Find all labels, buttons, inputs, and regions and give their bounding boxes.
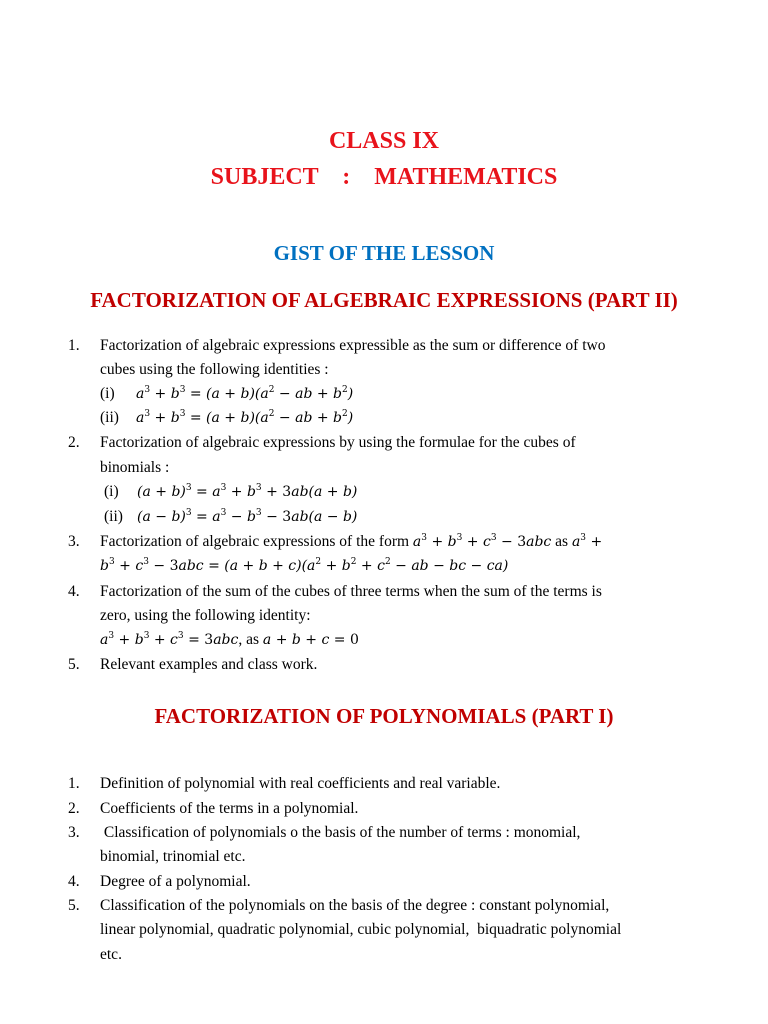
formula: $a^3 + b^3 + c^3 = 3abc$ (100, 631, 239, 648)
item-text: Classification of the polynomials on the basis of the degree : constant polynomial, (100, 897, 610, 914)
item-text: etc. (100, 946, 122, 963)
item-text: Definition of polynomial with real coefficients and real variable. (100, 775, 501, 792)
item-number: 3. (68, 533, 80, 550)
class-heading: CLASS IX (328, 128, 440, 154)
identity-formula: $(a + b)^3 = a^3 + b^3 + 3ab(a + b)$ (137, 483, 358, 500)
item-text (100, 532, 602, 552)
section1-title: FACTORIZATION OF ALGEBRAIC EXPRESSIONS (PART II) (90, 288, 678, 312)
gist-heading: GIST OF THE LESSON (273, 241, 495, 265)
subject-heading: SUBJECT : MATHEMATICS (210, 164, 558, 190)
item-number: 4. (68, 873, 80, 890)
formula: $a^3 + b^3 + c^3 - 3abc$ (412, 533, 552, 550)
item-number: 5. (68, 897, 80, 914)
identity-formula: $a^3 + b^3 = (a + b)(a^2$ − ab + $b^2$) (136, 409, 354, 426)
sub-item-label: (ii) (100, 409, 119, 426)
item-number: 2. (68, 434, 80, 451)
item-number: 5. (68, 656, 80, 673)
item-text: binomials : (100, 459, 170, 476)
identity-formula: $a^3 + b^3 = (a + b)(a^2$ − ab + $b^2$) (136, 385, 354, 402)
item-text: Factorization of the sum of the cubes of three terms when the sum of the terms is (100, 583, 602, 600)
item-text-part: Factorization of algebraic expressions of the form (100, 533, 410, 550)
item-text-part: , as (238, 631, 260, 648)
item-text-part: as (555, 533, 569, 550)
item-text: Relevant examples and class work. (100, 656, 318, 673)
section2-title: FACTORIZATION OF POLYNOMIALS (PART I) (154, 704, 614, 728)
item-number: 3. (68, 824, 80, 841)
item-text: binomial, trinomial etc. (100, 848, 246, 865)
item-number: 1. (68, 775, 80, 792)
sub-item-label: (i) (100, 385, 115, 402)
identity-formula: $b^3 + c^3 - 3abc = (a + b + c)(a^2 + b^2 + c^2$ − ab − bc − ca) (100, 557, 509, 574)
item-number: 1. (68, 337, 80, 354)
formula: a + b + c = 0 (262, 632, 359, 648)
item-text: Classification of polynomials o the basis of the number of terms : monomial, (100, 824, 581, 841)
formula: $a^3$ + (571, 533, 603, 550)
item-text: linear polynomial, quadratic polynomial, cubic polynomial, biquadratic polynomial (100, 921, 622, 938)
item-text: Factorization of algebraic expressions expressible as the sum or difference of two (100, 337, 606, 354)
item-text: zero, using the following identity: (100, 607, 311, 624)
item-number: 4. (68, 583, 80, 600)
item-text: Coefficients of the terms in a polynomial. (100, 800, 359, 817)
item-text: cubes using the following identities : (100, 361, 329, 378)
item-number: 2. (68, 800, 80, 817)
item-text: Factorization of algebraic expressions by using the formulae for the cubes of (100, 434, 576, 451)
sub-item-label: (i) (104, 483, 119, 500)
identity-formula: $(a - b)^3 = a^3 - b^3 - 3ab(a - b)$ (137, 508, 358, 525)
sub-item-label: (ii) (104, 508, 123, 525)
identity-line (100, 630, 359, 650)
item-text: Degree of a polynomial. (100, 873, 251, 890)
